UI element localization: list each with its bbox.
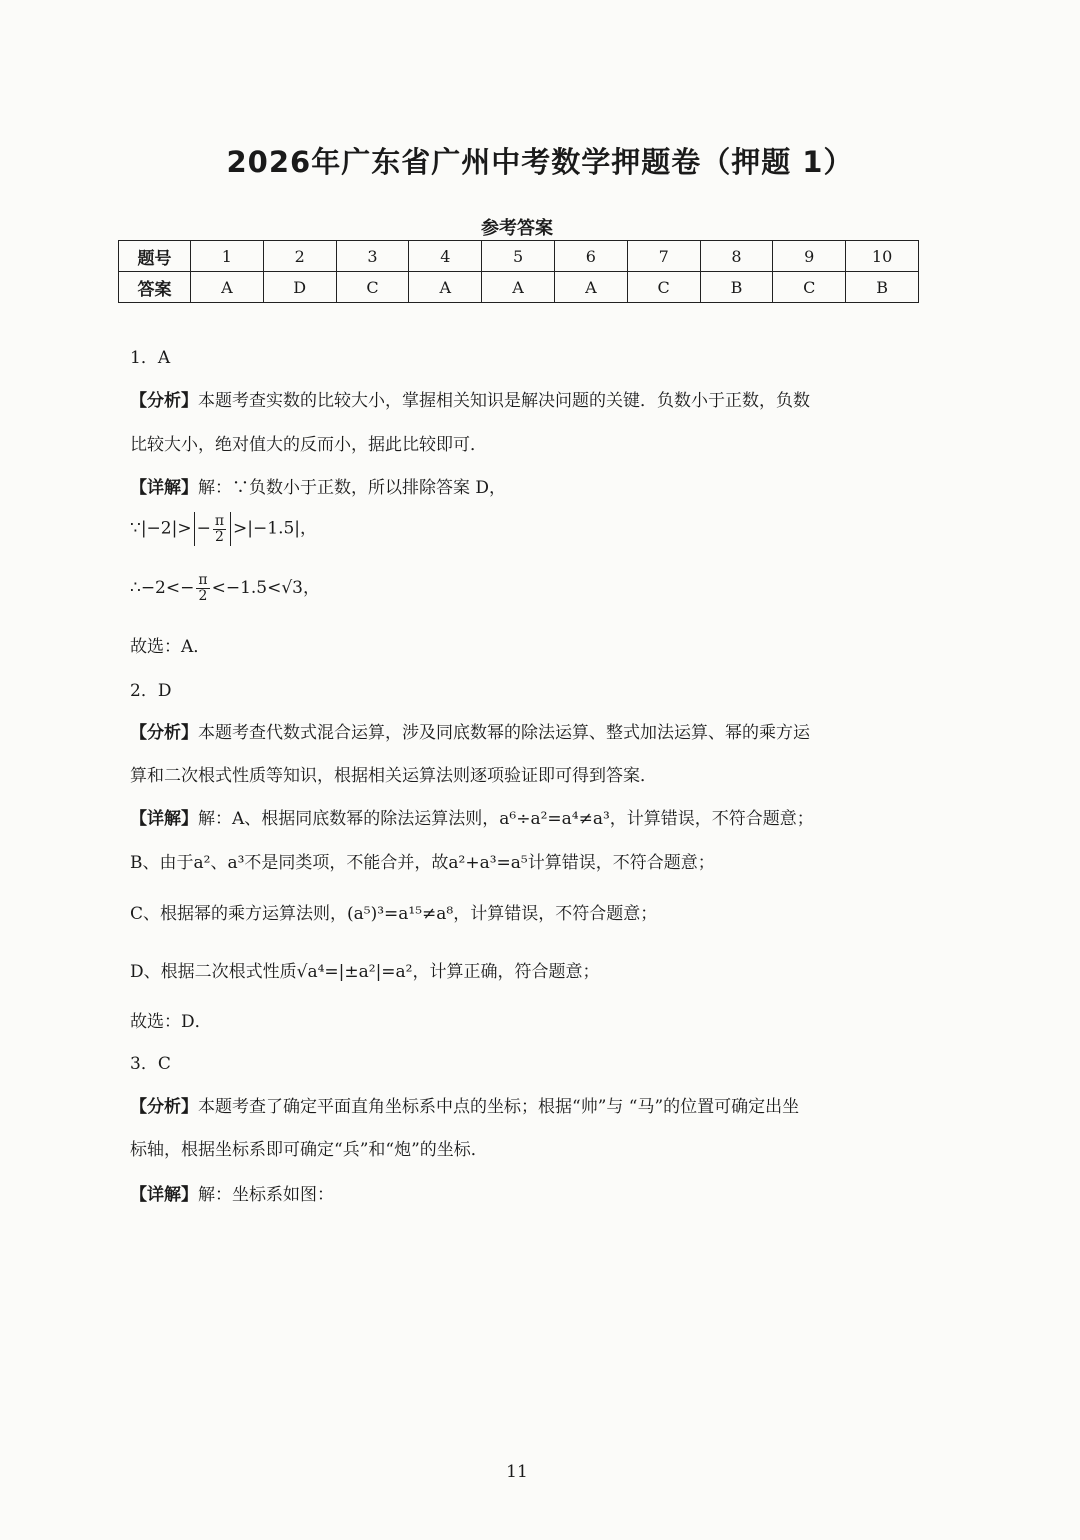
math-part: >|−1.5|， [233,518,318,539]
question-number: 5 [482,241,555,272]
q2-detail-line-A [130,804,814,829]
q2-detail-text-A: 解：A、根据同底数幂的除法运算法则，a⁶÷a²=a⁴≠a³，计算错误，不符合题意； [198,809,814,829]
pi-over-2-fraction [213,514,226,545]
q2-detail-line-D: D、根据二次根式性质√a⁴=|±a²|=a²，计算正确，符合题意； [130,962,600,982]
answer-cell: A [482,272,555,303]
q2-analysis-line-2: 算和二次根式性质等知识，根据相关运算法则逐项验证即可得到答案． [130,766,657,786]
q3-analysis-line-2: 标轴，根据坐标系即可确定“兵”和“炮”的坐标． [130,1140,488,1160]
answer-cell: C [627,272,700,303]
q2-heading: 2．D [130,681,172,701]
question-number: 3 [336,241,409,272]
answer-cell: C [773,272,846,303]
q3-detail-text-1: 解：坐标系如图： [198,1185,334,1205]
analysis-tag: 【分析】 [130,723,198,743]
question-number: 6 [554,241,627,272]
analysis-tag: 【分析】 [130,1097,198,1117]
detail-tag: 【详解】 [130,478,198,498]
q1-analysis-text-1: 本题考查实数的比较大小，掌握相关知识是解决问题的关键．负数小于正数，负数 [198,391,810,411]
analysis-tag: 【分析】 [130,391,198,411]
question-number: 9 [773,241,846,272]
q3-heading: 3．C [130,1054,171,1074]
q1-heading: 1．A [130,348,171,368]
page-number: 11 [506,1462,528,1482]
answer-cell: D [263,272,336,303]
answer-cell: B [846,272,919,303]
math-part: ∴−2<− [130,578,195,598]
q1-detail-line-1 [130,473,506,498]
q3-analysis-text-1: 本题考查了确定平面直角坐标系中点的坐标；根据“帅”与 “马”的位置可确定出坐 [198,1097,800,1117]
abs-bar-left [194,512,195,546]
answer-key-heading: 参考答案 [481,218,553,239]
question-number: 8 [700,241,773,272]
q1-math-line-2 [130,573,320,604]
page-title: 2026年广东省广州中考数学押题卷（押题 1） [226,145,854,179]
table-row-answers [119,272,919,303]
detail-tag: 【详解】 [130,1185,198,1205]
q2-analysis-line-1 [130,718,810,743]
answer-cell: A [191,272,264,303]
q1-detail-text-1: 解：∵负数小于正数，所以排除答案 D， [198,478,507,498]
q2-analysis-text-1: 本题考查代数式混合运算，涉及同底数幂的除法运算、整式加法运算、幂的乘方运 [198,723,810,743]
abs-bar-right [230,512,231,546]
question-number: 2 [263,241,336,272]
fraction-denominator: 2 [198,588,208,604]
fraction-numerator: π [198,572,208,588]
detail-tag: 【详解】 [130,809,198,829]
question-number: 7 [627,241,700,272]
question-number: 4 [409,241,482,272]
table-row-numbers [119,241,919,272]
math-part: <−1.5<√3， [211,578,320,598]
answer-cell: B [700,272,773,303]
q1-analysis-line-2: 比较大小，绝对值大的反而小，据此比较即可． [130,435,487,455]
answer-cell: C [336,272,409,303]
answer-table [118,240,919,303]
math-part: − [196,518,211,539]
question-number: 1 [191,241,264,272]
q3-detail-line-1 [130,1180,334,1205]
row-label: 答案 [119,272,191,303]
answer-cell: A [554,272,627,303]
answer-cell: A [409,272,482,303]
fraction-numerator: π [214,512,225,529]
q3-analysis-line-1 [130,1092,799,1117]
q2-choose: 故选：D． [130,1012,212,1032]
pi-over-2-fraction [196,573,209,604]
q2-detail-line-C: C、根据幂的乘方运算法则，(a⁵)³=a¹⁵≠a⁸，计算错误，不符合题意； [130,904,658,924]
math-part: ∵|−2|> [130,518,192,539]
q1-choose: 故选：A． [130,637,211,657]
q2-detail-line-B: B、由于a²、a³不是同类项，不能合并，故a²+a³=a⁵计算错误，不符合题意； [130,853,715,873]
q1-analysis-line-1 [130,386,810,411]
question-number: 10 [846,241,919,272]
row-label: 题号 [119,241,191,272]
q1-math-line-1 [130,512,317,546]
fraction-denominator: 2 [214,528,224,545]
